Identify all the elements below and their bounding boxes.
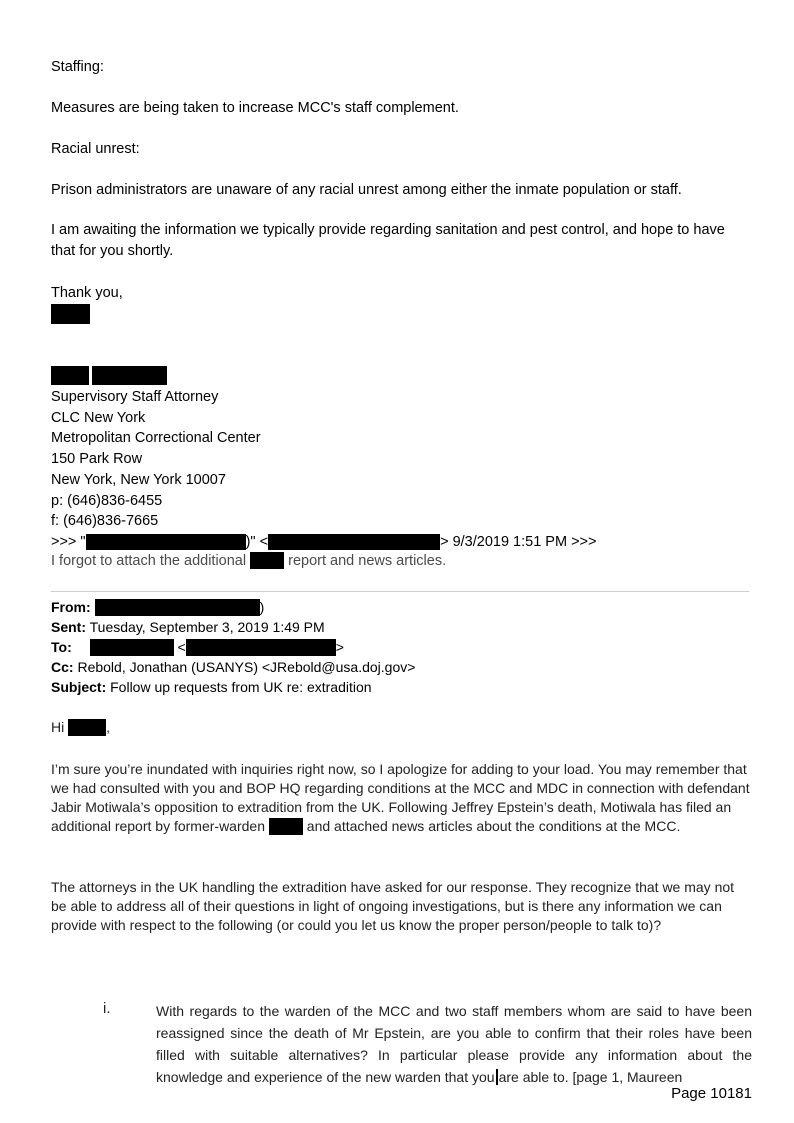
signature-fax: f: (646)836-7665 (51, 513, 159, 529)
subject-label: Subject: (51, 679, 107, 695)
cc-label: Cc: (51, 659, 74, 675)
item-text-after: are able to. [page 1, Maureen (498, 1069, 683, 1085)
signature-street: 150 Park Row (51, 451, 143, 467)
to-mid: < (177, 639, 186, 655)
quote-prefix: >>> " (51, 534, 86, 550)
redacted-recipient-name (68, 719, 106, 736)
forgot-after: report and news articles. (288, 553, 447, 569)
para1-after: and attached news articles about the conditions at the MCC. (306, 818, 681, 834)
email-sent (51, 618, 325, 636)
signature-title: Supervisory Staff Attorney (51, 389, 219, 405)
staffing-text: Measures are being taken to increase MCC's staff complement. (51, 100, 459, 116)
quoted-message-header (51, 533, 596, 551)
racial-unrest-text: Prison administrators are unaware of any racial unrest among either the inmate population or staff. (51, 182, 682, 198)
greeting-suffix: , (106, 719, 111, 735)
redacted-from-name (95, 599, 260, 616)
awaiting-paragraph: I am awaiting the information we typically provide regarding sanitation and pest control, and hope to have that for you shortly. (51, 222, 725, 259)
redacted-first-name (51, 366, 89, 385)
redacted-warden-name (269, 818, 303, 835)
quote-mid: )" < (245, 534, 269, 550)
signature-office: CLC New York (51, 410, 146, 426)
redacted-sender-email (268, 534, 440, 550)
redacted-to-email (186, 639, 336, 656)
para1-before: I’m sure you’re inundated with inquiries right now, so I apologize for adding to your load. You may remember that we had consulted with you and BOP HQ regarding conditions at the MCC and MDC in connection with defendant Jabir Motiwala’s opposition to extradition from the UK. Following Jeffrey Epstein’s death, Motiwala has filed an additional report by former-warden (51, 761, 750, 834)
redacted-last-name (92, 366, 167, 385)
redacted-to-name (90, 639, 174, 656)
to-label: To: (51, 639, 72, 655)
forgot-before: I forgot to attach the additional (51, 553, 247, 569)
email-paragraph-2: The attorneys in the UK handling the extradition have asked for our response. They recognize that we may not be able to address all of their questions in light of ongoing investigations, but is there any information we can provide with respect to the following (or could you let us know the proper person/people to talk to)? (51, 879, 735, 933)
forgot-attachment-line (51, 552, 446, 570)
redacted-author-name (250, 552, 284, 569)
cc-value: Rebold, Jonathan (USANYS) <JRebold@usa.doj.gov> (77, 659, 416, 675)
quote-suffix: > 9/3/2019 1:51 PM >>> (440, 534, 597, 550)
subject-value: Follow up requests from UK re: extradition (110, 679, 372, 695)
page-number: Page 10181 (671, 1085, 752, 1102)
to-suffix: > (335, 639, 344, 655)
thank-you: Thank you, (51, 285, 123, 301)
greeting-prefix: Hi (51, 719, 65, 735)
staffing-heading: Staffing: (51, 59, 104, 75)
sent-label: Sent: (51, 619, 86, 635)
from-suffix: ) (259, 599, 265, 615)
redacted-signature-name (51, 304, 90, 324)
redacted-sender-name (86, 534, 246, 550)
list-item-number: i. (103, 1000, 111, 1017)
text-cursor (496, 1069, 498, 1085)
signature-facility: Metropolitan Correctional Center (51, 430, 261, 446)
item-text-before: With regards to the warden of the MCC and two staff members whom are said to have been reassigned since the death of Mr Epstein, are you able to confirm that their roles have been filled with suitable alternatives? In particular please provide any information about the knowledge and experience of the new warden that you (156, 1003, 752, 1085)
email-cc (51, 658, 415, 676)
greeting (51, 718, 110, 736)
email-from (51, 598, 264, 616)
email-subject (51, 678, 372, 696)
message-divider (51, 591, 749, 592)
signature-phone: p: (646)836-6455 (51, 493, 163, 509)
email-paragraph-1 (51, 760, 751, 836)
racial-unrest-heading: Racial unrest: (51, 141, 140, 157)
sent-value: Tuesday, September 3, 2019 1:49 PM (89, 619, 325, 635)
signature-city: New York, New York 10007 (51, 472, 226, 488)
email-to (51, 638, 344, 656)
list-item-text (156, 1000, 752, 1085)
from-label: From: (51, 599, 91, 615)
